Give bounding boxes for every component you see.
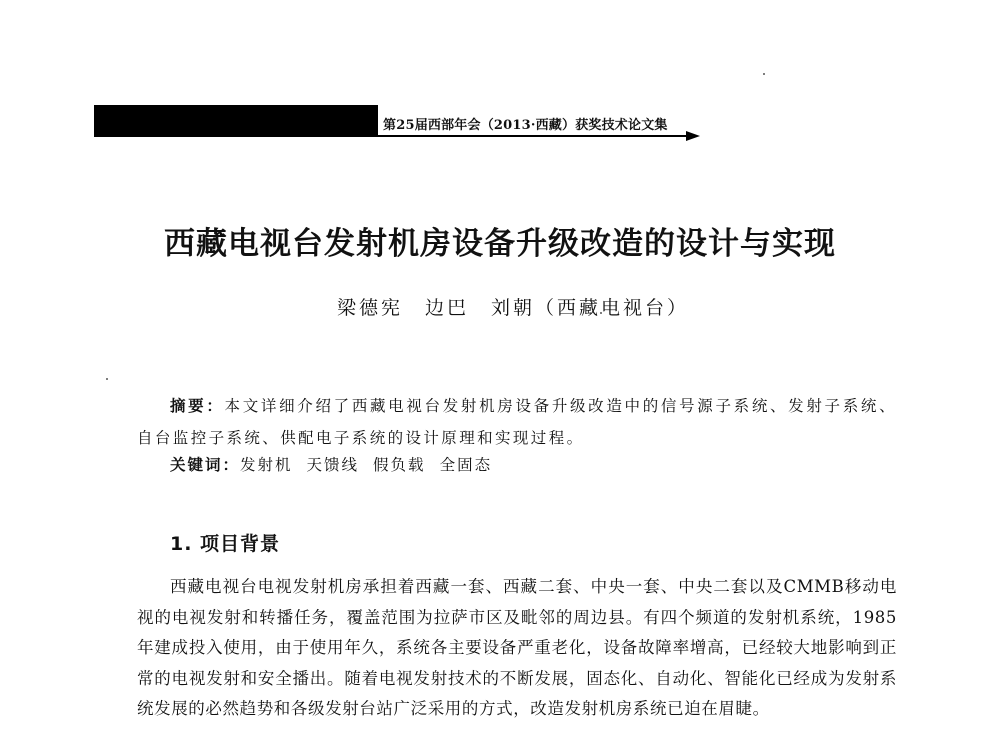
abstract bbox=[137, 390, 897, 454]
header-rule bbox=[378, 135, 690, 137]
keyword: 发射机 bbox=[240, 456, 293, 474]
keywords bbox=[170, 453, 506, 475]
abstract-text: 本文详细介绍了西藏电视台发射机房设备升级改造中的信号源子系统、发射子系统、自台监控子系统、供配电子系统的设计原理和实现过程。 bbox=[137, 397, 897, 447]
scan-speck bbox=[106, 378, 108, 380]
proceedings-header: 第25届西部年会（2013·西藏）获奖技术论文集 bbox=[383, 118, 668, 133]
paper-title: 西藏电视台发射机房设备升级改造的设计与实现 bbox=[164, 226, 836, 262]
keyword: 全固态 bbox=[439, 456, 493, 474]
abstract-label: 摘要： bbox=[170, 396, 225, 415]
section-body-paragraph: 西藏电视台电视发射机房承担着西藏一套、西藏二套、中央一套、中央二套以及CMMB移动电视的电视发射和转播任务，覆盖范围为拉萨市区及毗邻的周边县。有四个频道的发射机系统，1985年建成投入使用，由于使用年久，系统各主要设备严重老化，设备故障率增高，已经较大地影响到正常的电视发射和安全播出。随着电视发射技术的不断发展，固态化、自动化、智能化已经成为发射系统发展的必然趋势和各级发射台站广泛采用的方式，改造发射机房系统已迫在眉睫。 bbox=[137, 577, 897, 718]
keyword: 天馈线 bbox=[306, 456, 360, 474]
scan-speck bbox=[763, 73, 765, 75]
paper-authors: 梁德宪 边巴 刘朝（西藏电视台） bbox=[337, 297, 690, 319]
header-redaction-bar bbox=[94, 105, 378, 137]
header-rule-arrow bbox=[686, 131, 700, 141]
keywords-label: 关键词： bbox=[170, 455, 241, 474]
section-heading: 1. 项目背景 bbox=[170, 533, 281, 555]
keyword: 假负载 bbox=[373, 456, 426, 474]
